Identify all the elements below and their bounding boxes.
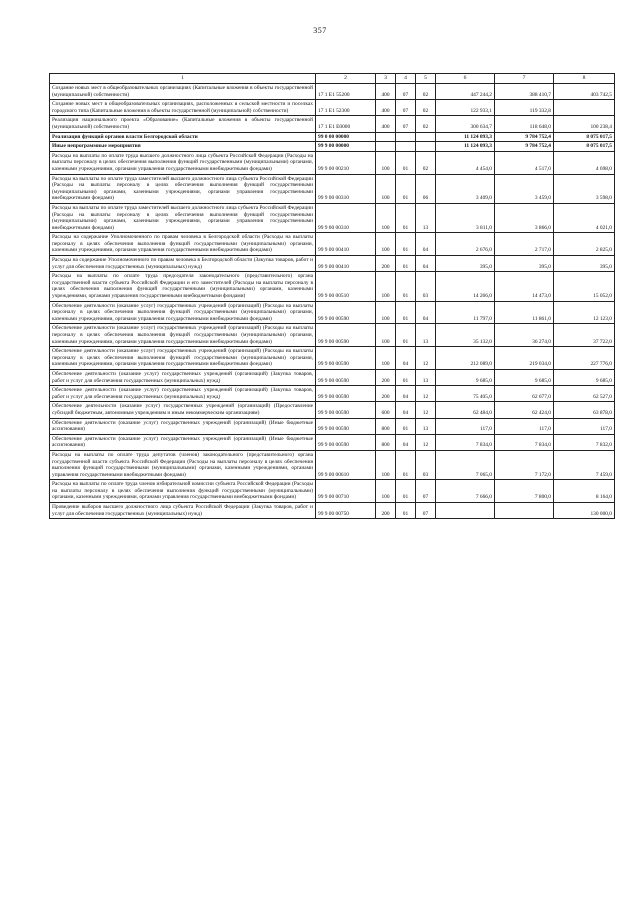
row-amount-col6: 7 834,0 <box>436 434 495 450</box>
row-amount-col6: 395,0 <box>436 256 495 272</box>
row-amount-col6: 14 266,0 <box>436 272 495 301</box>
table-row <box>50 100 615 116</box>
table-row <box>50 402 615 418</box>
row-amount-col7: 118 648,0 <box>495 116 554 132</box>
row-target-code: 99 9 00 00590 <box>316 402 376 418</box>
row-section: 04 <box>396 402 416 418</box>
row-subsection: 07 <box>416 503 436 519</box>
row-amount-col8: 2 825,0 <box>554 233 615 256</box>
row-expense-type: 200 <box>376 369 396 385</box>
row-section: 01 <box>396 233 416 256</box>
row-target-code: 99 9 00 00710 <box>316 480 376 503</box>
row-target-code: 99 9 00 00610 <box>316 450 376 479</box>
row-amount-col6: 3 811,0 <box>436 203 495 232</box>
row-expense-type: 100 <box>376 174 396 203</box>
row-expense-type <box>376 142 396 152</box>
table-row <box>50 503 615 519</box>
row-subsection: 06 <box>416 174 436 203</box>
row-amount-col8: 100 238,4 <box>554 116 615 132</box>
row-section <box>396 142 416 152</box>
row-subsection: 04 <box>416 233 436 256</box>
row-amount-col8: 4 021,0 <box>554 203 615 232</box>
row-target-code: 99 9 00 00590 <box>316 324 376 347</box>
row-target-code: 99 0 00 00000 <box>316 132 376 142</box>
row-subsection: 12 <box>416 386 436 402</box>
row-subsection: 13 <box>416 203 436 232</box>
row-section: 01 <box>396 503 416 519</box>
row-amount-col6: 300 634,7 <box>436 116 495 132</box>
row-description: Расходы на выплаты по оплате труда членов избирательной комиссии субъекта Российской Федерации (Расходы на выплаты персоналу в целях обеспечения выполнения функций государственными (муниципальными) органами, казенными учреждениями, органами управления государственными внебюджетными фондами) <box>50 480 316 503</box>
row-subsection: 04 <box>416 301 436 324</box>
row-expense-type: 800 <box>376 434 396 450</box>
row-expense-type: 100 <box>376 347 396 370</box>
row-amount-col7: 219 034,0 <box>495 347 554 370</box>
row-expense-type: 100 <box>376 233 396 256</box>
row-expense-type: 400 <box>376 100 396 116</box>
header-cell: 7 <box>495 74 554 84</box>
row-expense-type: 400 <box>376 84 396 100</box>
row-amount-col7: 9 784 752,4 <box>495 132 554 142</box>
table-row <box>50 174 615 203</box>
row-description: Расходы на содержание Уполномоченного по правам человека в Белгородской области (Расходы на выплаты персоналу в целях обеспечения выполнения функций государственными (муниципальными) органами, казенными учреждениями, органами управления государственными внебюджетными фондами) <box>50 233 316 256</box>
header-cell: 3 <box>376 74 396 84</box>
row-expense-type: 100 <box>376 203 396 232</box>
row-subsection: 02 <box>416 84 436 100</box>
row-expense-type: 100 <box>376 324 396 347</box>
row-subsection: 13 <box>416 324 436 347</box>
table-row <box>50 272 615 301</box>
header-cell: 8 <box>554 74 615 84</box>
row-description: Иные непрограммные мероприятия <box>50 142 316 152</box>
row-description: Расходы на выплаты по оплате труда председателя законодательного (представительного) органа государственной власти субъекта Российской Федерации и его заместителей (Расходы на выплаты персоналу в целях обеспечения выполнения функций государственными (муниципальными) органами, казенными учреждениями, органами управления государственными внебюджетными фондами) <box>50 272 316 301</box>
row-amount-col7: 11 861,0 <box>495 301 554 324</box>
row-target-code: 17 1 E1 E0000 <box>316 116 376 132</box>
row-amount-col7: 2 717,0 <box>495 233 554 256</box>
row-description: Проведение выборов высшего должностного лица субъекта Российской Федерации (Закупка товаров, работ и услуг для обеспечения государственных (муниципальных) нужд) <box>50 503 316 519</box>
row-amount-col6: 75 405,0 <box>436 386 495 402</box>
row-target-code: 99 9 00 00310 <box>316 203 376 232</box>
row-amount-col7: 7 800,0 <box>495 480 554 503</box>
row-description: Обеспечение деятельности (оказание услуг) государственных учреждений (организаций) (Предоставление субсидий бюджетным, автономным учреждениям и иным некоммерческим организациям) <box>50 402 316 418</box>
row-amount-col7: 3 459,0 <box>495 174 554 203</box>
row-amount-col6: 11 124 093,3 <box>436 132 495 142</box>
row-subsection: 13 <box>416 418 436 434</box>
row-amount-col6: 447 244,2 <box>436 84 495 100</box>
row-expense-type: 200 <box>376 256 396 272</box>
row-description: Обеспечение деятельности (оказание услуг) государственных учреждений (организаций) (Расходы на выплаты персоналу в целях обеспечения выполнения функций государственными (муниципальными) органами, казенными учреждениями, органами управления государственными внебюджетными фондами) <box>50 347 316 370</box>
row-amount-col6 <box>436 503 495 519</box>
row-subsection: 12 <box>416 434 436 450</box>
table-row <box>50 84 615 100</box>
row-amount-col6: 7 666,0 <box>436 480 495 503</box>
row-amount-col6: 122 933,1 <box>436 100 495 116</box>
row-target-code: 99 9 00 00000 <box>316 142 376 152</box>
table-row <box>50 203 615 232</box>
row-amount-col6: 7 065,0 <box>436 450 495 479</box>
row-amount-col8 <box>554 100 615 116</box>
row-subsection <box>416 142 436 152</box>
row-subsection: 04 <box>416 256 436 272</box>
row-expense-type: 100 <box>376 151 396 174</box>
row-amount-col7: 9 685,0 <box>495 369 554 385</box>
table-row <box>50 256 615 272</box>
table-row <box>50 434 615 450</box>
table-row <box>50 132 615 142</box>
row-expense-type: 400 <box>376 116 396 132</box>
row-amount-col7: 36 274,0 <box>495 324 554 347</box>
row-target-code: 99 9 00 00410 <box>316 233 376 256</box>
row-amount-col6: 3 409,0 <box>436 174 495 203</box>
table-row <box>50 450 615 479</box>
table-row <box>50 116 615 132</box>
row-amount-col6: 212 089,0 <box>436 347 495 370</box>
row-subsection: 03 <box>416 272 436 301</box>
row-description: Реализация функций органов власти Белгородской области <box>50 132 316 142</box>
row-section: 04 <box>396 386 416 402</box>
row-amount-col7: 7 172,0 <box>495 450 554 479</box>
row-description: Расходы на содержание Уполномоченного по правам человека в Белгородской области (Закупка товаров, работ и услуг для обеспечения государственных (муниципальных) нужд) <box>50 256 316 272</box>
row-amount-col7 <box>495 503 554 519</box>
row-amount-col8: 37 722,0 <box>554 324 615 347</box>
row-description: Обеспечение деятельности (оказание услуг) государственных учреждений (организаций) (Иные бюджетные ассигнования) <box>50 418 316 434</box>
row-target-code: 99 9 00 00590 <box>316 347 376 370</box>
row-target-code: 99 9 00 00510 <box>316 272 376 301</box>
row-expense-type: 100 <box>376 272 396 301</box>
row-amount-col8: 395,0 <box>554 256 615 272</box>
row-description: Расходы на выплаты по оплате труда заместителей высшего должностного лица субъекта Российской Федерации (Расходы на выплаты персоналу в целях обеспечения выполнения функций государственными (муниципальными) органами, казенными учреждениями, органами управления государственными внебюджетными фондами) <box>50 203 316 232</box>
row-amount-col8: 3 598,0 <box>554 174 615 203</box>
header-cell: 2 <box>316 74 376 84</box>
row-subsection: 02 <box>416 151 436 174</box>
row-target-code: 99 9 00 00590 <box>316 386 376 402</box>
row-amount-col8: 7 459,0 <box>554 450 615 479</box>
row-amount-col8: 8 075 017,5 <box>554 142 615 152</box>
row-amount-col8: 63 878,0 <box>554 402 615 418</box>
row-amount-col8: 227 776,0 <box>554 347 615 370</box>
row-subsection: 03 <box>416 450 436 479</box>
row-expense-type: 200 <box>376 503 396 519</box>
row-expense-type: 100 <box>376 480 396 503</box>
row-target-code: 99 9 00 00590 <box>316 418 376 434</box>
row-expense-type: 800 <box>376 418 396 434</box>
row-description: Создание новых мест в общеобразовательных организациях, расположенных в сельской местности и поселках городского типа (Капитальные вложения в объекты государственной (муниципальной) собственности) <box>50 100 316 116</box>
row-description: Обеспечение деятельности (оказание услуг) государственных учреждений (организаций) (Иные бюджетные ассигнования) <box>50 434 316 450</box>
row-section: 01 <box>396 272 416 301</box>
header-cell: 6 <box>436 74 495 84</box>
row-section: 04 <box>396 434 416 450</box>
row-description: Обеспечение деятельности (оказание услуг) государственных учреждений (организаций) (Расходы на выплаты персоналу в целях обеспечения выполнения функций государственными (муниципальными) органами, казенными учреждениями, органами управления государственными внебюджетными фондами) <box>50 301 316 324</box>
row-amount-col8: 403 742,5 <box>554 84 615 100</box>
row-target-code: 99 9 00 00590 <box>316 369 376 385</box>
row-amount-col8: 12 123,0 <box>554 301 615 324</box>
row-target-code: 99 9 00 00410 <box>316 256 376 272</box>
table-row <box>50 347 615 370</box>
row-target-code: 99 9 00 00590 <box>316 434 376 450</box>
row-description: Расходы на выплаты по оплате труда высшего должностного лица субъекта Российской Федерации (Расходы на выплаты персоналу в целях обеспечения выполнения функций государственными (муниципальными) органами, казенными учреждениями, органами управления государственными внебюджетными фондами) <box>50 151 316 174</box>
row-description: Обеспечение деятельности (оказание услуг) государственных учреждений (организаций) (Закупка товаров, работ и услуг для обеспечения государственных (муниципальных) нужд) <box>50 369 316 385</box>
header-cell: 1 <box>50 74 316 84</box>
row-amount-col8: 8 164,0 <box>554 480 615 503</box>
page-number: 357 <box>313 26 327 35</box>
row-section <box>396 132 416 142</box>
row-amount-col7: 14 473,0 <box>495 272 554 301</box>
row-target-code: 17 1 E1 55200 <box>316 84 376 100</box>
row-amount-col8: 8 075 017,5 <box>554 132 615 142</box>
row-subsection: 12 <box>416 402 436 418</box>
row-amount-col6: 4 454,0 <box>436 151 495 174</box>
row-subsection: 02 <box>416 116 436 132</box>
row-section: 01 <box>396 418 416 434</box>
row-expense-type <box>376 132 396 142</box>
row-amount-col6: 117,0 <box>436 418 495 434</box>
header-cell: 5 <box>416 74 436 84</box>
row-amount-col6: 9 685,0 <box>436 369 495 385</box>
row-section: 04 <box>396 347 416 370</box>
header-cell: 4 <box>396 74 416 84</box>
row-amount-col6: 62 484,0 <box>436 402 495 418</box>
row-subsection: 02 <box>416 100 436 116</box>
row-amount-col7: 119 332,8 <box>495 100 554 116</box>
row-amount-col7: 117,0 <box>495 418 554 434</box>
row-amount-col7: 62 424,0 <box>495 402 554 418</box>
row-amount-col8: 4 698,0 <box>554 151 615 174</box>
row-section: 01 <box>396 151 416 174</box>
row-amount-col8: 15 052,0 <box>554 272 615 301</box>
row-section: 07 <box>396 84 416 100</box>
row-description: Обеспечение деятельности (оказание услуг) государственных учреждений (организаций) (Закупка товаров, работ и услуг для обеспечения государственных (муниципальных) нужд) <box>50 386 316 402</box>
row-description: Реализация национального проекта «Образование» (Капитальные вложения в объекты государственной (муниципальной) собственности) <box>50 116 316 132</box>
row-description: Расходы на выплаты по оплате труда депутатов (членов) законодательного (представительного) органа государственной власти субъекта Российской Федерации (Расходы на выплаты персоналу в целях обеспечения выполнения функций государственными (муниципальными) органами, казенными учреждениями, органами управления государственными внебюджетными фондами) <box>50 450 316 479</box>
table-row <box>50 324 615 347</box>
row-target-code: 17 1 E1 52300 <box>316 100 376 116</box>
row-amount-col6: 11 797,0 <box>436 301 495 324</box>
row-description: Создание новых мест в общеобразовательных организациях (Капитальные вложения в объекты государственной (муниципальной) собственности) <box>50 84 316 100</box>
row-section: 01 <box>396 369 416 385</box>
row-target-code: 99 9 00 00590 <box>316 301 376 324</box>
row-subsection: 07 <box>416 480 436 503</box>
row-amount-col8: 130 000,0 <box>554 503 615 519</box>
row-amount-col8: 117,0 <box>554 418 615 434</box>
row-section: 01 <box>396 301 416 324</box>
table-row <box>50 418 615 434</box>
table-row <box>50 142 615 152</box>
row-section: 01 <box>396 203 416 232</box>
row-amount-col8: 7 832,0 <box>554 434 615 450</box>
row-section: 01 <box>396 480 416 503</box>
row-target-code: 99 9 00 00310 <box>316 174 376 203</box>
row-amount-col6: 11 124 093,3 <box>436 142 495 152</box>
table-row <box>50 386 615 402</box>
row-expense-type: 100 <box>376 301 396 324</box>
table-row <box>50 369 615 385</box>
row-section: 01 <box>396 256 416 272</box>
row-amount-col7: 9 784 752,4 <box>495 142 554 152</box>
row-target-code: 99 9 00 00210 <box>316 151 376 174</box>
row-subsection <box>416 132 436 142</box>
row-section: 01 <box>396 324 416 347</box>
table-header-row <box>50 74 615 84</box>
row-expense-type: 600 <box>376 402 396 418</box>
table-row <box>50 301 615 324</box>
row-subsection: 12 <box>416 347 436 370</box>
row-section: 07 <box>396 100 416 116</box>
budget-table <box>49 73 615 519</box>
row-description: Обеспечение деятельности (оказание услуг) государственных учреждений (организаций) (Расходы на выплаты персоналу в целях обеспечения выполнения функций государственными (муниципальными) органами, казенными учреждениями, органами управления государственными внебюджетными фондами) <box>50 324 316 347</box>
row-amount-col7: 388 410,7 <box>495 84 554 100</box>
row-amount-col7: 7 834,0 <box>495 434 554 450</box>
table-row <box>50 151 615 174</box>
row-section: 07 <box>396 116 416 132</box>
row-expense-type: 100 <box>376 450 396 479</box>
table-row <box>50 480 615 503</box>
row-description: Расходы на выплаты по оплате труда заместителей высшего должностного лица субъекта Российской Федерации (Расходы на выплаты персоналу в целях обеспечения выполнения функций государственными (муниципальными) органами, казенными учреждениями, органами управления государственными внебюджетными фондами) <box>50 174 316 203</box>
row-section: 01 <box>396 450 416 479</box>
table-row <box>50 233 615 256</box>
row-subsection: 13 <box>416 369 436 385</box>
row-amount-col7: 3 866,0 <box>495 203 554 232</box>
row-amount-col6: 2 676,0 <box>436 233 495 256</box>
row-amount-col7: 395,0 <box>495 256 554 272</box>
row-expense-type: 200 <box>376 386 396 402</box>
row-amount-col8: 62 527,0 <box>554 386 615 402</box>
row-amount-col7: 62 677,0 <box>495 386 554 402</box>
row-amount-col8: 9 685,0 <box>554 369 615 385</box>
row-amount-col6: 35 132,0 <box>436 324 495 347</box>
row-target-code: 99 9 00 00750 <box>316 503 376 519</box>
row-amount-col7: 4 517,0 <box>495 151 554 174</box>
row-section: 01 <box>396 174 416 203</box>
